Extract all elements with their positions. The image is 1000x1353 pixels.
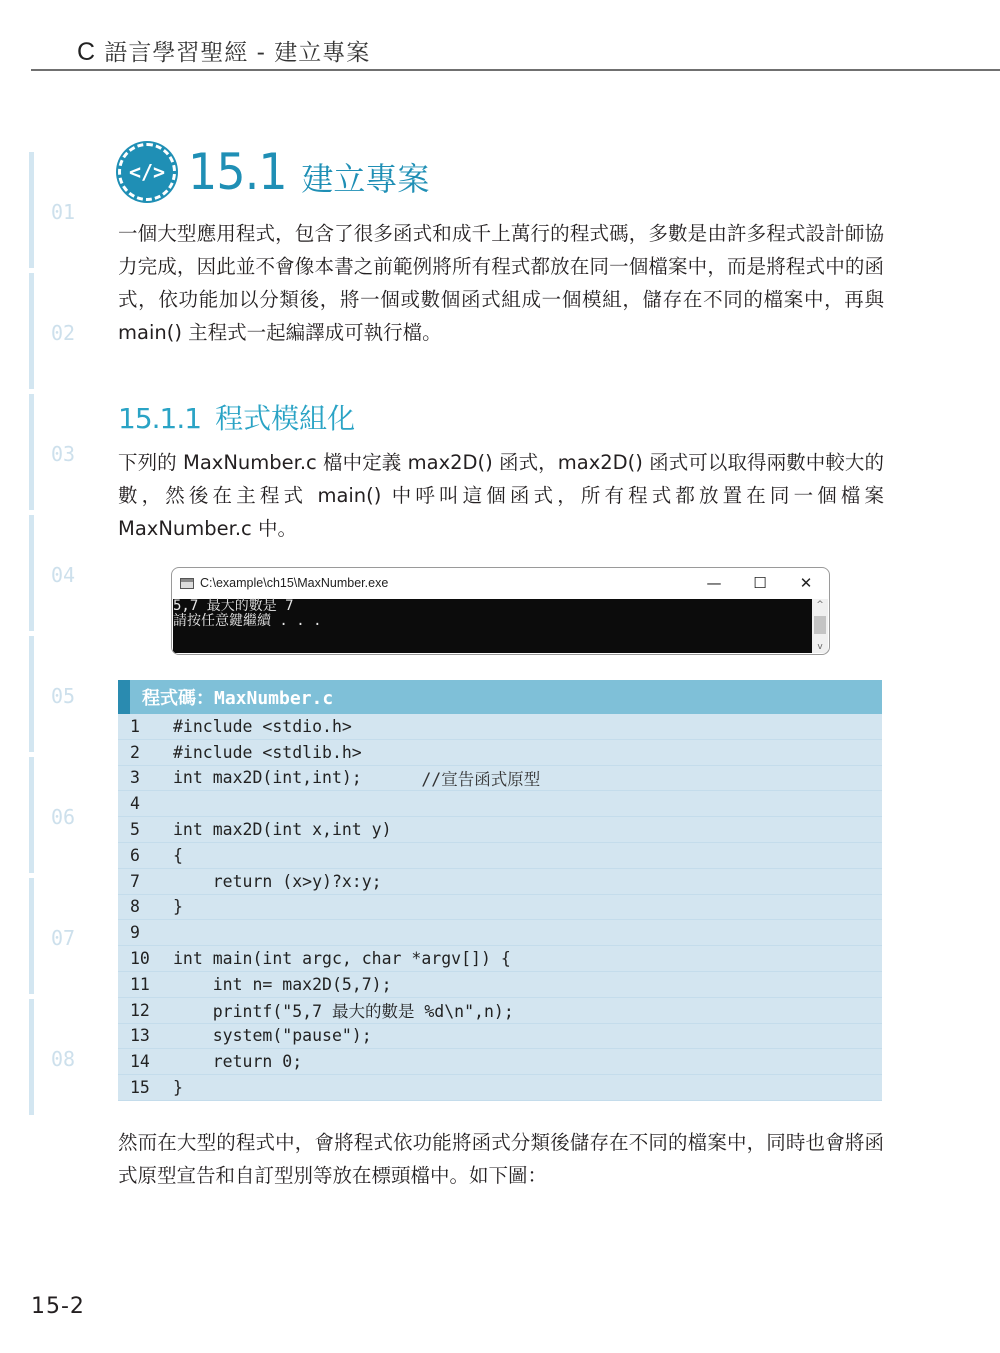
line-code: #include <stdio.h> (173, 716, 352, 736)
code-tag-icon: </> (118, 143, 176, 201)
page-number: 15-2 (31, 1294, 85, 1319)
line-number: 5 (130, 820, 140, 840)
console-output-line: 5,7 最大的數是 7 (173, 598, 294, 614)
running-header (77, 34, 370, 67)
line-code: int n= max2D(5,7); (173, 974, 392, 994)
code-line (118, 740, 882, 766)
line-number: 14 (130, 1052, 150, 1072)
side-tab-bar (29, 394, 34, 510)
code-line (118, 1024, 882, 1050)
console-window-screenshot (171, 567, 830, 655)
console-titlebar (172, 568, 829, 598)
line-number: 10 (130, 949, 150, 969)
code-line (118, 946, 882, 972)
side-tab (29, 636, 89, 752)
console-app-icon (180, 578, 194, 589)
code-line (118, 714, 882, 740)
line-code: } (173, 1078, 183, 1098)
side-tab-number: 02 (51, 321, 76, 345)
line-number: 4 (130, 794, 140, 814)
side-tab-bar (29, 636, 34, 752)
code-line (118, 869, 882, 895)
line-code: int max2D(int,int); (173, 768, 422, 788)
code-line (118, 766, 882, 792)
console-output (173, 599, 322, 629)
line-code: int max2D(int x,int y) (173, 820, 392, 840)
side-tab-bar (29, 152, 34, 268)
window-controls (691, 568, 829, 598)
line-number: 7 (130, 871, 140, 891)
section-heading (118, 143, 429, 201)
side-tab-bar (29, 273, 34, 389)
side-tab (29, 273, 89, 389)
side-tab (29, 394, 89, 510)
line-code: #include <stdlib.h> (173, 742, 362, 762)
side-tab (29, 152, 89, 268)
console-title: C:\example\ch15\MaxNumber.exe (200, 576, 389, 590)
subsection-intro-paragraph: 下列的 MaxNumber.c 檔中定義 max2D() 函式，max2D() 函式可以取得兩數中較大的數，然後在主程式 main() 中呼叫這個函式，所有程式都放置在同一個檔案 MaxNumber.c 中。 (118, 451, 884, 540)
subsection-heading (118, 397, 355, 437)
code-line (118, 895, 882, 921)
minimize-button[interactable]: — (706, 574, 722, 592)
line-number: 3 (130, 768, 140, 788)
console-output-line: 請按任意鍵繼續 . . . (173, 613, 322, 629)
section-title: 建立專案 (301, 160, 430, 198)
console-scrollbar[interactable] (812, 599, 828, 653)
line-number: 12 (130, 1000, 150, 1020)
close-button[interactable]: ✕ (799, 574, 813, 592)
side-tab-bar (29, 999, 34, 1115)
line-number: 6 (130, 845, 140, 865)
line-code: system("pause"); (173, 1026, 372, 1046)
side-tab-number: 01 (51, 200, 76, 224)
section-intro-paragraph: 一個大型應用程式，包含了很多函式和成千上萬行的程式碼，多數是由許多程式設計師協力完成，因此並不會像本書之前範例將所有程式都放在同一個檔案中，而是將程式中的函式，依功能加以分類後，將一個或數個函式組成一個模組，儲存在不同的檔案中，再與 main() 主程式一起編譯成可執行檔。 (118, 222, 884, 344)
code-listing-label: 程式碼：MaxNumber.c (142, 688, 334, 709)
scroll-down-arrow-icon[interactable]: v (817, 642, 823, 652)
side-tab-bar (29, 878, 34, 994)
running-header-lead: C (77, 38, 97, 66)
side-tab-number: 03 (51, 442, 76, 466)
code-line (118, 998, 882, 1024)
code-line (118, 972, 882, 998)
line-number: 2 (130, 742, 140, 762)
line-number: 8 (130, 897, 140, 917)
line-code: return (x>y)?x:y; (173, 871, 382, 891)
side-tab (29, 757, 89, 873)
scroll-up-arrow-icon[interactable]: ^ (816, 600, 824, 610)
running-header-title: 語言學習聖經 - 建立專案 (104, 40, 371, 66)
side-tab (29, 999, 89, 1115)
header-divider (31, 69, 1000, 71)
side-tab-number: 08 (51, 1047, 76, 1071)
subsection-number: 15.1.1 (118, 402, 202, 435)
line-number: 9 (130, 923, 140, 943)
side-tab-number: 05 (51, 684, 76, 708)
line-number: 13 (130, 1026, 150, 1046)
code-line (118, 1075, 882, 1101)
side-tab (29, 515, 89, 631)
maximize-button[interactable]: ☐ (753, 574, 767, 592)
side-tab-bar (29, 757, 34, 873)
code-line (118, 817, 882, 843)
console-output-area (173, 599, 828, 653)
line-code: printf("5,7 最大的數是 %d\n",n); (173, 1002, 514, 1022)
line-code: } (173, 897, 183, 917)
code-line (118, 1049, 882, 1075)
code-line (118, 791, 882, 817)
line-number: 1 (130, 716, 140, 736)
side-tab-number: 07 (51, 926, 76, 950)
side-tab-number: 06 (51, 805, 76, 829)
section-number: 15.1 (188, 143, 287, 201)
line-code: int main(int argc, char *argv[]) { (173, 949, 511, 969)
subsection-title: 程式模組化 (215, 402, 356, 435)
closing-paragraph: 然而在大型的程式中，會將程式依功能將函式分類後儲存在不同的檔案中，同時也會將函式原型宣告和自訂型別等放在標頭檔中。如下圖： (118, 1131, 884, 1187)
line-number: 11 (130, 974, 150, 994)
side-tab-number: 04 (51, 563, 76, 587)
line-code: { (173, 845, 183, 865)
code-line (118, 843, 882, 869)
line-number: 15 (130, 1078, 150, 1098)
line-code: return 0; (173, 1052, 303, 1072)
side-tab (29, 878, 89, 994)
line-comment: //宣告函式原型 (421, 769, 541, 789)
side-tab-bar (29, 515, 34, 631)
scrollbar-thumb[interactable] (814, 616, 826, 634)
code-listing (118, 680, 882, 1101)
code-listing-header (118, 680, 882, 714)
code-line (118, 920, 882, 946)
